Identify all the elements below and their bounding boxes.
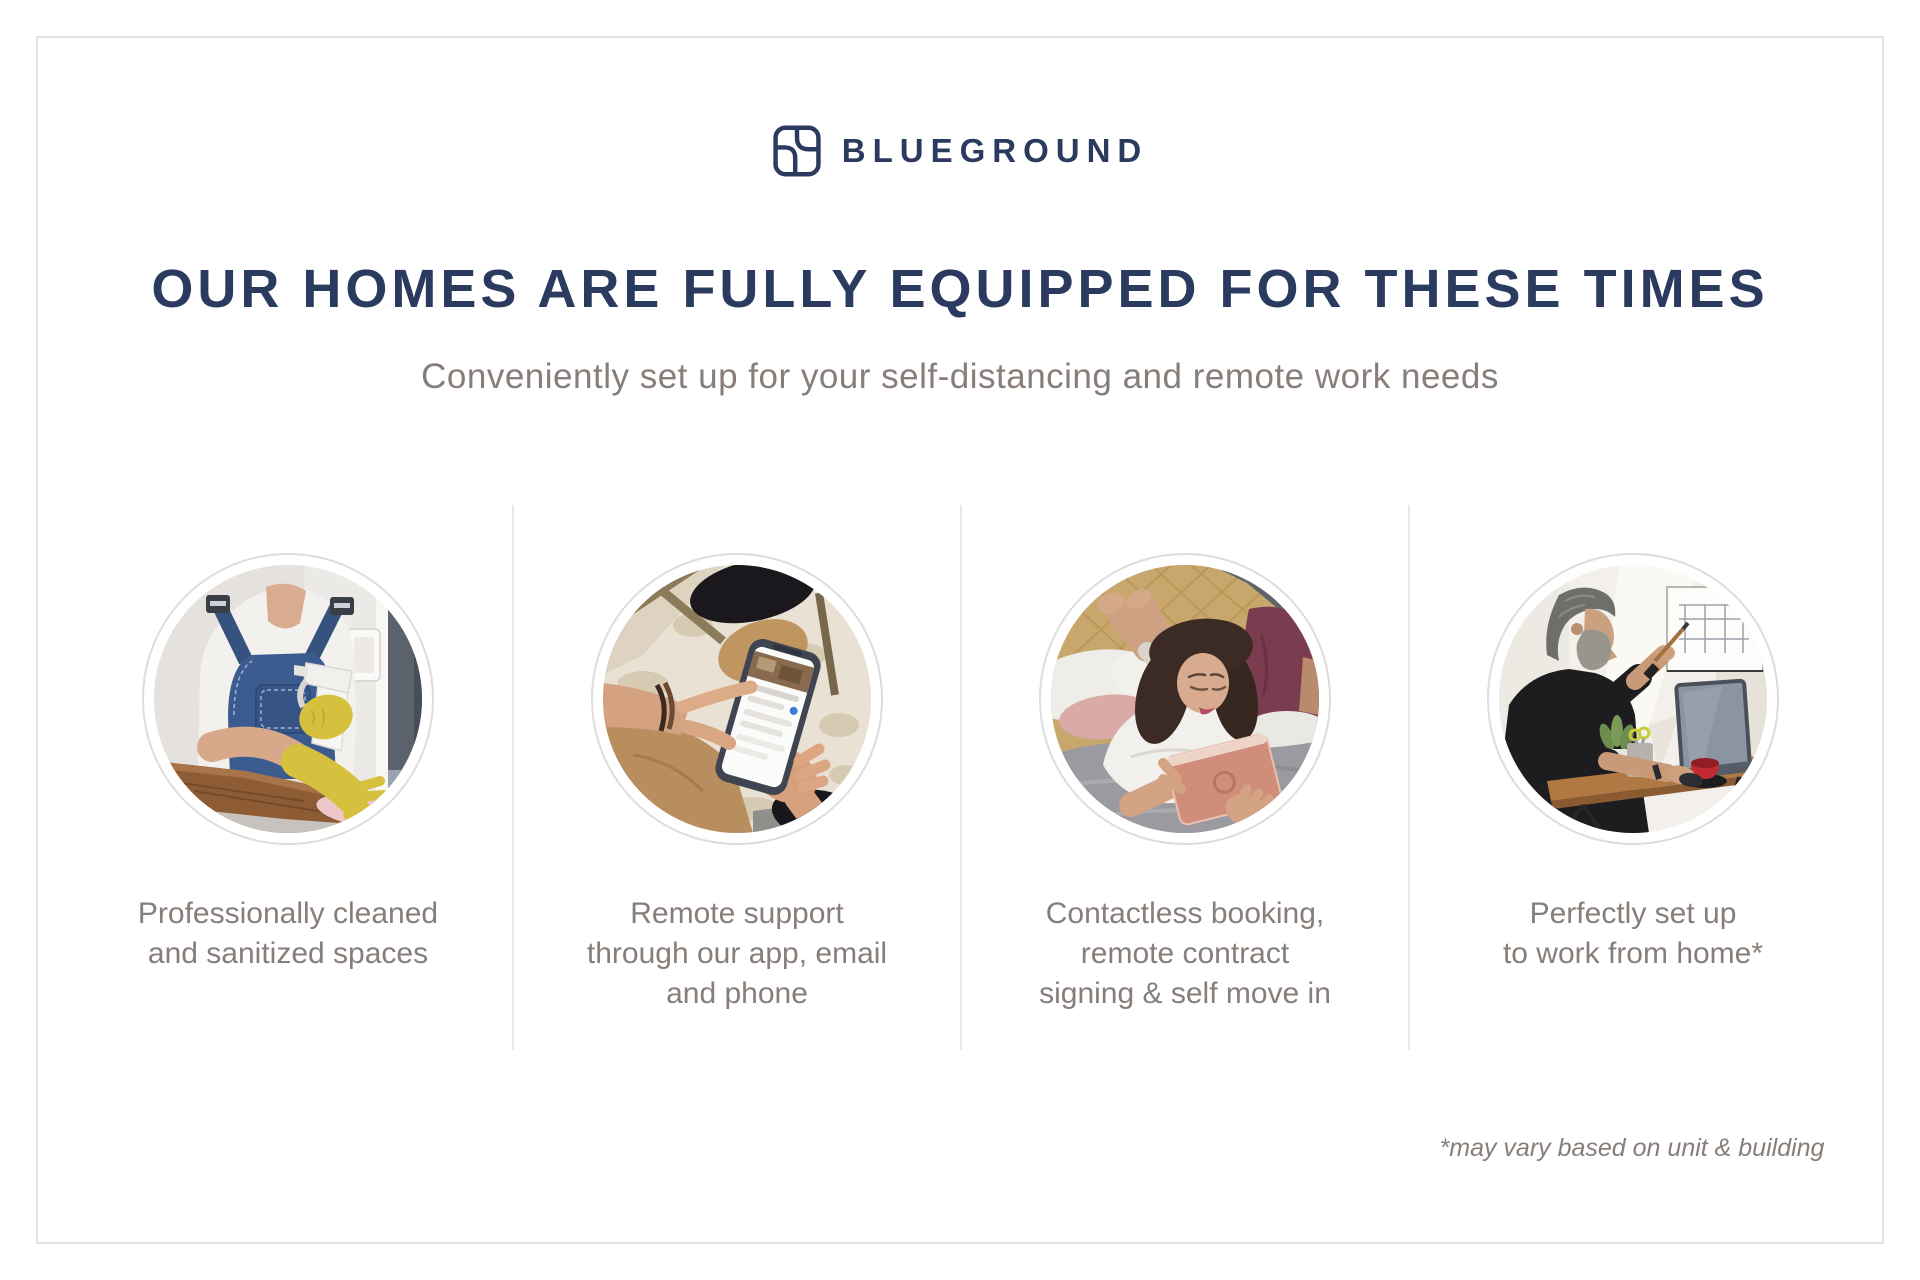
feature-contactless-booking (960, 505, 1408, 1050)
photo-ring (1487, 553, 1779, 845)
brand-wordmark: BLUEGROUND (841, 132, 1149, 169)
feature-cleaning (64, 505, 512, 1050)
app-phone-photo (603, 565, 871, 833)
page-title: OUR HOMES ARE FULLY EQUIPPED FOR THESE TIMES (151, 259, 1769, 319)
feature-caption: Perfectly set up to work from home* (1502, 897, 1764, 970)
photo-ring (142, 553, 434, 845)
feature-caption: Remote support through our app, email and phone (586, 897, 888, 1010)
brand-logo (0, 124, 1920, 178)
footnote: *may vary based on unit & building (1439, 1134, 1825, 1162)
feature-work-from-home (1408, 505, 1856, 1050)
feature-remote-support (512, 505, 960, 1050)
home-office-photo (1499, 565, 1767, 833)
blueground-logo-icon (772, 124, 822, 178)
photo-ring (1039, 553, 1331, 845)
feature-caption: Contactless booking, remote contract signing & self move in (1039, 897, 1331, 1010)
photo-ring (591, 553, 883, 845)
feature-caption: Professionally cleaned and sanitized spaces (137, 897, 439, 970)
feature-columns (64, 505, 1856, 1050)
cleaning-photo (154, 565, 422, 833)
page-subtitle: Conveniently set up for your self-distancing and remote work needs (421, 357, 1499, 396)
tablet-bed-photo (1051, 565, 1319, 833)
